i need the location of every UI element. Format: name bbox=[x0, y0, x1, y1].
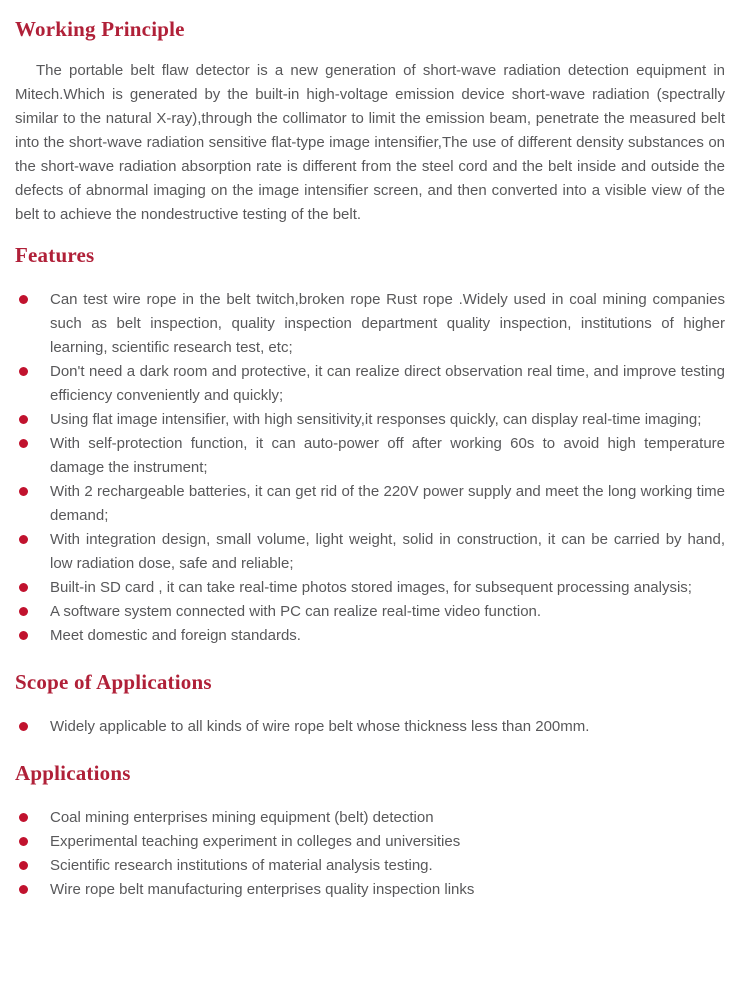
list-scope-of-applications bbox=[15, 715, 725, 739]
section-working-principle bbox=[15, 16, 725, 227]
list-item-text: Scientific research institutions of material analysis testing. bbox=[50, 857, 433, 874]
bullet-icon bbox=[19, 722, 28, 731]
list-item bbox=[15, 830, 725, 854]
list-item-text: Coal mining enterprises mining equipment (belt) detection bbox=[50, 809, 434, 826]
list-item bbox=[15, 480, 725, 528]
bullet-icon bbox=[19, 885, 28, 894]
list-item bbox=[15, 528, 725, 576]
bullet-icon bbox=[19, 837, 28, 846]
list-item-text: Don't need a dark room and protective, it can realize direct observation real time, and improve testing efficiency conveniently and quickly; bbox=[50, 363, 725, 404]
list-item-text: Widely applicable to all kinds of wire rope belt whose thickness less than 200mm. bbox=[50, 718, 590, 735]
section-features bbox=[15, 242, 725, 648]
list-item-text: A software system connected with PC can realize real-time video function. bbox=[50, 603, 542, 620]
bullet-icon bbox=[19, 415, 28, 424]
bullet-icon bbox=[19, 861, 28, 870]
bullet-icon bbox=[19, 631, 28, 640]
section-scope-of-applications bbox=[15, 669, 725, 739]
list-applications bbox=[15, 806, 725, 902]
list-item bbox=[15, 715, 725, 739]
bullet-icon bbox=[19, 813, 28, 822]
list-item-text: Wire rope belt manufacturing enterprises quality inspection links bbox=[50, 881, 475, 898]
list-item bbox=[15, 806, 725, 830]
list-item-text: With 2 rechargeable batteries, it can get rid of the 220V power supply and meet the long working time demand; bbox=[50, 483, 725, 524]
bullet-icon bbox=[19, 583, 28, 592]
list-item-text: Can test wire rope in the belt twitch,broken rope Rust rope .Widely used in coal mining companies such as belt inspection, quality inspection department quality inspection, institutions of higher learning, scientific research test, etc; bbox=[50, 291, 725, 356]
bullet-icon bbox=[19, 607, 28, 616]
list-features bbox=[15, 288, 725, 648]
list-item bbox=[15, 624, 725, 648]
list-item bbox=[15, 432, 725, 480]
list-item bbox=[15, 878, 725, 902]
list-item bbox=[15, 408, 725, 432]
bullet-icon bbox=[19, 367, 28, 376]
list-item-text: Built-in SD card , it can take real-time photos stored images, for subsequent processing analysis; bbox=[50, 579, 692, 596]
list-item-text: With self-protection function, it can auto-power off after working 60s to avoid high temperature damage the instrument; bbox=[50, 435, 725, 476]
list-item bbox=[15, 854, 725, 878]
paragraph-working-principle: The portable belt flaw detector is a new generation of short-wave radiation detection equipment in Mitech.Which is generated by the built-in high-voltage emission device short-wave radiation (spectrally similar to the natural X-ray),through the collimator to limit the emission beam, penetrate the measured belt into the short-wave radiation sensitive flat-type image intensifier,The use of different density substances on the short-wave radiation absorption rate is different from the steel cord and the belt inside and outside the defects of abnormal imaging on the image intensifier screen, and then converted into a visible view of the belt to achieve the nondestructive testing of the belt. bbox=[15, 62, 725, 223]
list-item-text: Meet domestic and foreign standards. bbox=[50, 627, 301, 644]
list-item bbox=[15, 600, 725, 624]
bullet-icon bbox=[19, 487, 28, 496]
bullet-icon bbox=[19, 295, 28, 304]
list-item-text: With integration design, small volume, light weight, solid in construction, it can be carried by hand, low radiation dose, safe and reliable; bbox=[50, 531, 725, 572]
list-item bbox=[15, 288, 725, 360]
list-item-text: Using flat image intensifier, with high sensitivity,it responses quickly, can display real-time imaging; bbox=[50, 411, 702, 428]
section-heading-scope-of-applications: Scope of Applications bbox=[15, 670, 212, 694]
section-heading-features: Features bbox=[15, 243, 95, 267]
section-heading-working-principle: Working Principle bbox=[15, 17, 185, 41]
list-item-text: Experimental teaching experiment in colleges and universities bbox=[50, 833, 461, 850]
section-applications bbox=[15, 760, 725, 902]
bullet-icon bbox=[19, 439, 28, 448]
section-heading-applications: Applications bbox=[15, 761, 131, 785]
bullet-icon bbox=[19, 535, 28, 544]
list-item bbox=[15, 576, 725, 600]
list-item bbox=[15, 360, 725, 408]
